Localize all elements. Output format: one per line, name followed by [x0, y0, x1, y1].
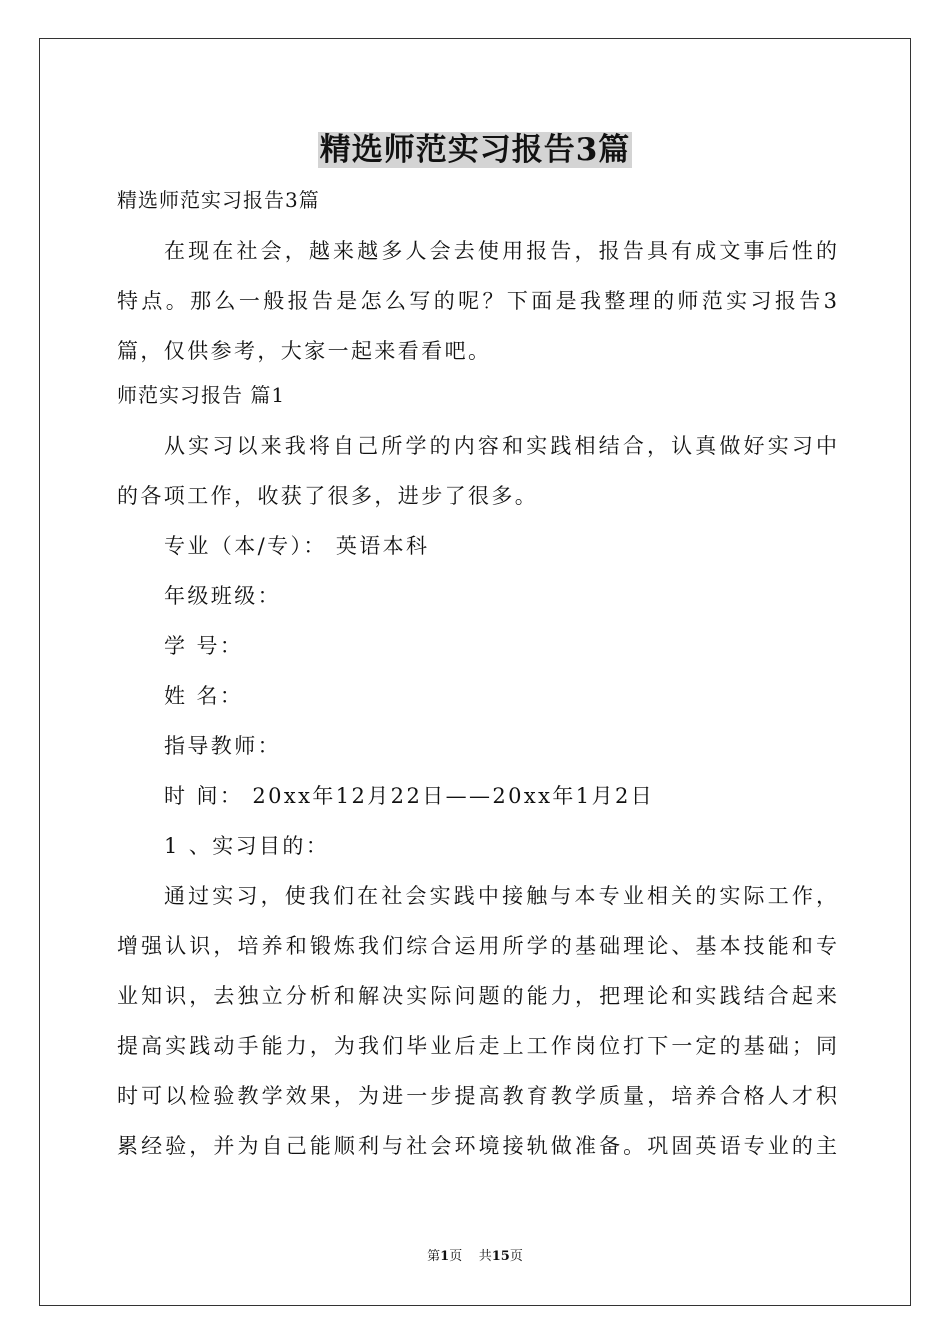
purpose-heading: 1 、实习目的： [164, 834, 330, 858]
intro-line: 篇，仅供参考，大家一起来看看吧。 [117, 339, 492, 363]
purpose-line: 时可以检验教学效果，为进一步提高教育教学质量，培养合格人才积 [117, 1084, 837, 1108]
field-time: 时 间： 20xx年12月22日——20xx年1月2日 [164, 784, 655, 808]
field-student-no: 学 号： [164, 634, 244, 658]
intro-line: 特点。那么一般报告是怎么写的呢？下面是我整理的师范实习报告3 [117, 289, 837, 313]
field-major: 专业（本/专）： 英语本科 [164, 534, 430, 558]
intro-line: 在现在社会，越来越多人会去使用报告，报告具有成文事后性的 [164, 239, 837, 263]
section-heading: 师范实习报告 篇1 [117, 383, 286, 407]
section-intro-line: 的各项工作，收获了很多，进步了很多。 [117, 484, 539, 508]
footer-suffix: 页 [509, 1249, 523, 1264]
footer-prefix: 第 [427, 1249, 441, 1264]
purpose-line: 增强认识，培养和锻炼我们综合运用所学的基础理论、基本技能和专 [117, 934, 837, 958]
document-title [0, 128, 950, 172]
section-intro-line: 从实习以来我将自己所学的内容和实践相结合，认真做好实习中 [164, 434, 837, 458]
field-grade-class: 年级班级： [164, 584, 281, 608]
document-title-text: 精选师范实习报告3篇 [319, 132, 631, 168]
document-body [117, 181, 837, 1171]
purpose-line: 提高实践动手能力，为我们毕业后走上工作岗位打下一定的基础；同 [117, 1034, 837, 1058]
document-subtitle: 精选师范实习报告3篇 [117, 188, 320, 212]
field-instructor: 指导教师： [164, 734, 281, 758]
footer-page-current: 1 [440, 1249, 450, 1264]
page-footer [0, 1247, 950, 1267]
field-name: 姓 名： [164, 684, 244, 708]
purpose-line: 通过实习，使我们在社会实践中接触与本专业相关的实际工作， [164, 884, 837, 908]
purpose-line: 业知识，去独立分析和解决实际问题的能力，把理论和实践结合起来 [117, 984, 837, 1008]
purpose-line: 累经验，并为自己能顺利与社会环境接轨做准备。巩固英语专业的主 [117, 1134, 837, 1158]
footer-page-total: 15 [491, 1249, 510, 1264]
footer-mid: 页 共 [449, 1249, 492, 1264]
